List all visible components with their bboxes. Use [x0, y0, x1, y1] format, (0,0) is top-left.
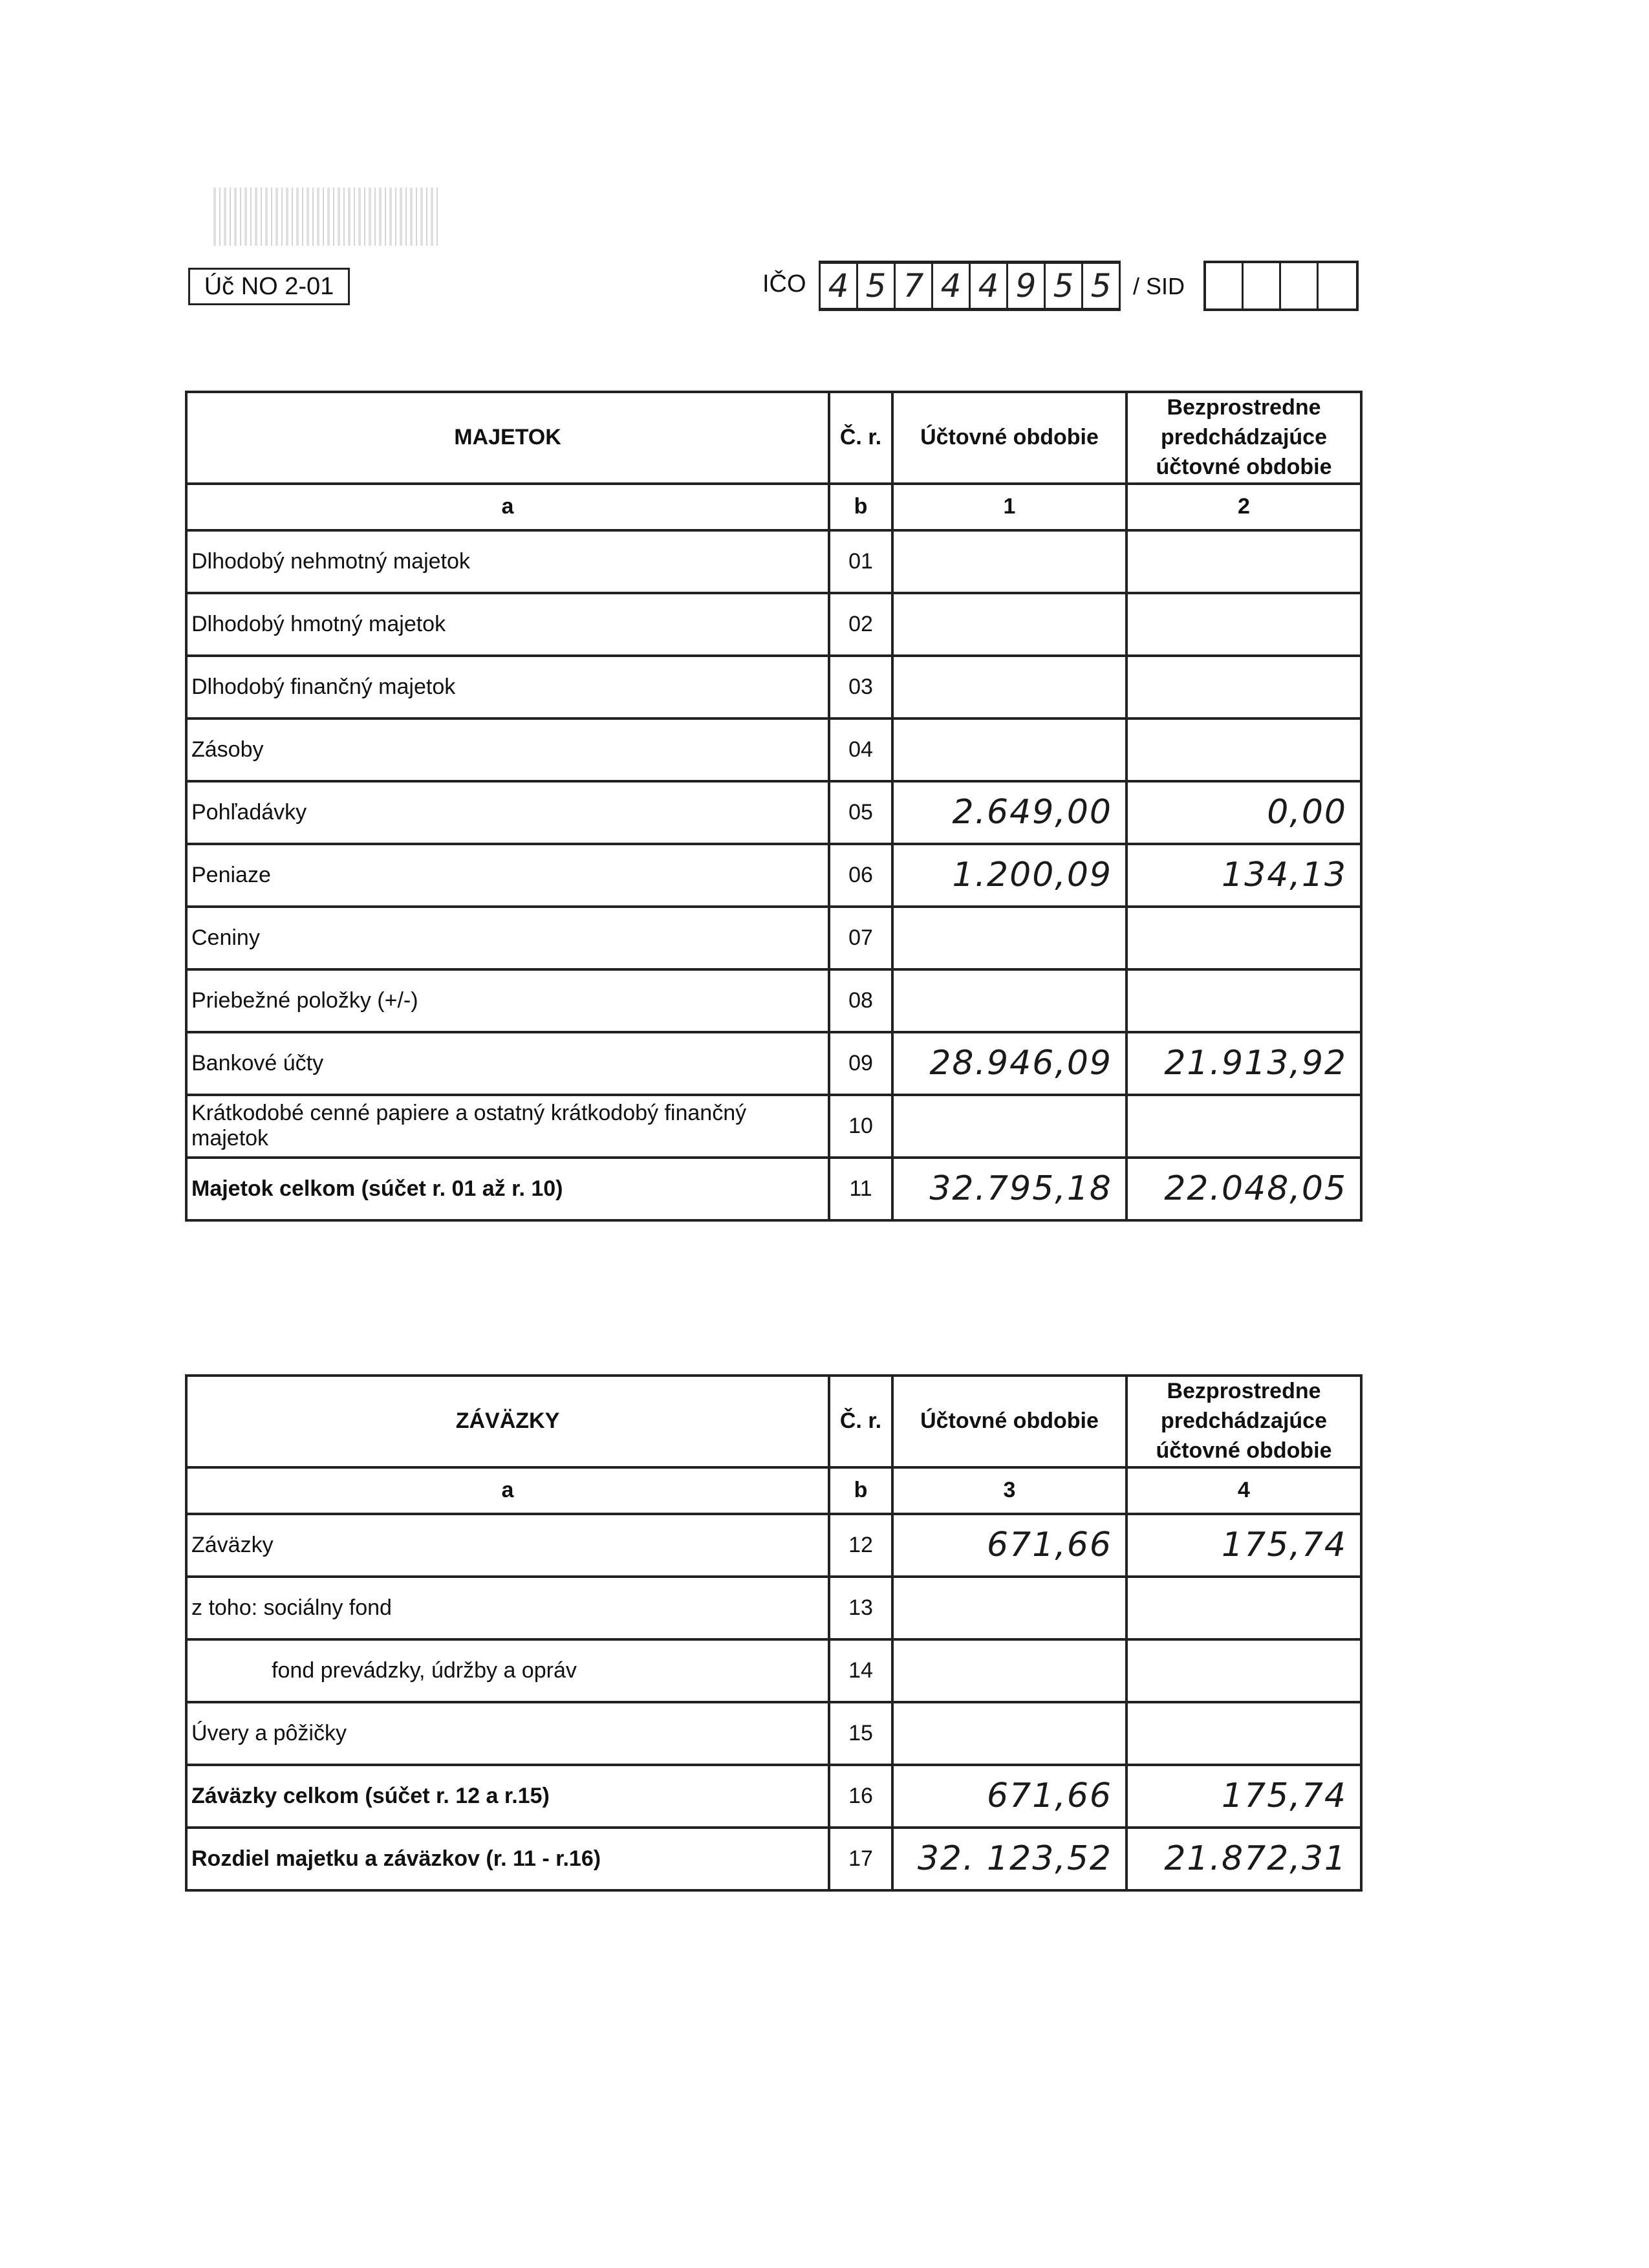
table-row [186, 718, 1361, 781]
ico-digit[interactable]: 5 [1046, 264, 1083, 308]
row-label: Záväzky celkom (súčet r. 12 a r.15) [186, 1765, 829, 1828]
current-period-value[interactable]: 1.200,09 [892, 844, 1126, 907]
previous-period-value[interactable]: 22.048,05 [1126, 1158, 1361, 1220]
ico-label: IČO [762, 270, 806, 297]
table-row [186, 1514, 1361, 1577]
previous-period-value[interactable] [1126, 718, 1361, 781]
header-current: Účtovné obdobie [892, 392, 1126, 484]
current-period-value[interactable]: 28.946,09 [892, 1032, 1126, 1095]
row-label: fond prevádzky, údržby a opráv [186, 1639, 829, 1702]
header-previous: Bezprostredne predchádzajúce účtovné obdobie [1126, 392, 1361, 484]
header-current: Účtovné obdobie [892, 1376, 1126, 1467]
current-period-value[interactable] [892, 1577, 1126, 1639]
row-label: z toho: sociálny fond [186, 1577, 829, 1639]
current-period-value[interactable] [892, 1095, 1126, 1158]
row-number: 13 [829, 1577, 892, 1639]
row-number: 04 [829, 718, 892, 781]
previous-period-value[interactable] [1126, 1702, 1361, 1765]
current-period-value[interactable] [892, 593, 1126, 656]
sid-box[interactable] [1319, 263, 1356, 308]
row-number: 08 [829, 969, 892, 1032]
table-row [186, 1639, 1361, 1702]
row-number: 06 [829, 844, 892, 907]
column-letter-row [186, 484, 1361, 530]
table-row [186, 530, 1361, 593]
current-period-value[interactable]: 671,66 [892, 1765, 1126, 1828]
previous-period-value[interactable] [1126, 530, 1361, 593]
table-row [186, 844, 1361, 907]
previous-period-value[interactable]: 175,74 [1126, 1765, 1361, 1828]
row-number: 16 [829, 1765, 892, 1828]
table-header-row [186, 392, 1361, 484]
previous-period-value[interactable] [1126, 1095, 1361, 1158]
ico-digit[interactable]: 5 [858, 264, 896, 308]
row-label: Bankové účty [186, 1032, 829, 1095]
current-period-value[interactable] [892, 907, 1126, 969]
ico-digit[interactable]: 7 [896, 264, 933, 308]
header-row-no: Č. r. [829, 1376, 892, 1467]
previous-period-value[interactable] [1126, 907, 1361, 969]
previous-period-value[interactable] [1126, 593, 1361, 656]
header-item: ZÁVÄZKY [186, 1376, 829, 1467]
row-label: Peniaze [186, 844, 829, 907]
table-row [186, 593, 1361, 656]
table-row [186, 969, 1361, 1032]
row-number: 17 [829, 1828, 892, 1890]
sid-box[interactable] [1206, 263, 1244, 308]
letter-1: 1 [892, 484, 1126, 530]
ico-digit[interactable]: 4 [971, 264, 1008, 308]
letter-4: 4 [1126, 1467, 1361, 1514]
letter-b: b [829, 484, 892, 530]
row-number: 09 [829, 1032, 892, 1095]
current-period-value[interactable]: 2.649,00 [892, 781, 1126, 844]
letter-2: 2 [1126, 484, 1361, 530]
sid-box[interactable] [1281, 263, 1319, 308]
previous-period-value[interactable]: 175,74 [1126, 1514, 1361, 1577]
row-label: Dlhodobý finančný majetok [186, 656, 829, 718]
header-previous: Bezprostredne predchádzajúce účtovné obdobie [1126, 1376, 1361, 1467]
current-period-value[interactable] [892, 656, 1126, 718]
table-row [186, 1095, 1361, 1158]
row-number: 07 [829, 907, 892, 969]
current-period-value[interactable] [892, 969, 1126, 1032]
current-period-value[interactable] [892, 530, 1126, 593]
table-row [186, 1765, 1361, 1828]
row-label: Majetok celkom (súčet r. 01 až r. 10) [186, 1158, 829, 1220]
table-row [186, 781, 1361, 844]
row-number: 03 [829, 656, 892, 718]
current-period-value[interactable] [892, 1639, 1126, 1702]
row-number: 11 [829, 1158, 892, 1220]
current-period-value[interactable] [892, 718, 1126, 781]
previous-period-value[interactable] [1126, 1577, 1361, 1639]
row-number: 05 [829, 781, 892, 844]
previous-period-value[interactable]: 21.872,31 [1126, 1828, 1361, 1890]
ico-digit[interactable]: 4 [821, 264, 858, 308]
table-row [186, 656, 1361, 718]
table-row [186, 1158, 1361, 1220]
row-label: Pohľadávky [186, 781, 829, 844]
header-item: MAJETOK [186, 392, 829, 484]
bleed-through-barcode [213, 188, 440, 246]
current-period-value[interactable] [892, 1702, 1126, 1765]
table-row [186, 1032, 1361, 1095]
previous-period-value[interactable] [1126, 1639, 1361, 1702]
previous-period-value[interactable]: 134,13 [1126, 844, 1361, 907]
ico-digit-boxes [819, 261, 1121, 311]
row-label: Krátkodobé cenné papiere a ostatný krátkodobý finančný majetok [186, 1095, 829, 1158]
row-label: Dlhodobý nehmotný majetok [186, 530, 829, 593]
ico-digit[interactable]: 5 [1083, 264, 1121, 308]
previous-period-value[interactable] [1126, 969, 1361, 1032]
row-number: 15 [829, 1702, 892, 1765]
row-label: Priebežné položky (+/-) [186, 969, 829, 1032]
row-label: Dlhodobý hmotný majetok [186, 593, 829, 656]
row-label: Záväzky [186, 1514, 829, 1577]
row-number: 02 [829, 593, 892, 656]
table-header-row [186, 1376, 1361, 1467]
letter-a: a [186, 484, 829, 530]
row-label: Úvery a pôžičky [186, 1702, 829, 1765]
table-row [186, 907, 1361, 969]
row-number: 14 [829, 1639, 892, 1702]
letter-a: a [186, 1467, 829, 1514]
row-label: Zásoby [186, 718, 829, 781]
ico-digit[interactable]: 4 [933, 264, 971, 308]
sid-label: / SID [1133, 273, 1185, 299]
previous-period-value[interactable] [1126, 656, 1361, 718]
row-label: Ceniny [186, 907, 829, 969]
header-row-no: Č. r. [829, 392, 892, 484]
current-period-value[interactable]: 32.795,18 [892, 1158, 1126, 1220]
previous-period-value[interactable]: 21.913,92 [1126, 1032, 1361, 1095]
liabilities-table [185, 1374, 1363, 1892]
sid-box[interactable] [1244, 263, 1281, 308]
sid-boxes [1203, 261, 1359, 311]
row-number: 01 [829, 530, 892, 593]
column-letter-row [186, 1467, 1361, 1514]
assets-table [185, 391, 1363, 1222]
row-number: 10 [829, 1095, 892, 1158]
row-label: Rozdiel majetku a záväzkov (r. 11 - r.16) [186, 1828, 829, 1890]
previous-period-value[interactable]: 0,00 [1126, 781, 1361, 844]
table-row [186, 1828, 1361, 1890]
letter-3: 3 [892, 1467, 1126, 1514]
current-period-value[interactable]: 671,66 [892, 1514, 1126, 1577]
ico-digit[interactable]: 9 [1008, 264, 1046, 308]
table-row [186, 1577, 1361, 1639]
letter-b: b [829, 1467, 892, 1514]
table-row [186, 1702, 1361, 1765]
current-period-value[interactable]: 32. 123,52 [892, 1828, 1126, 1890]
row-number: 12 [829, 1514, 892, 1577]
form-code: Úč NO 2-01 [188, 268, 350, 305]
